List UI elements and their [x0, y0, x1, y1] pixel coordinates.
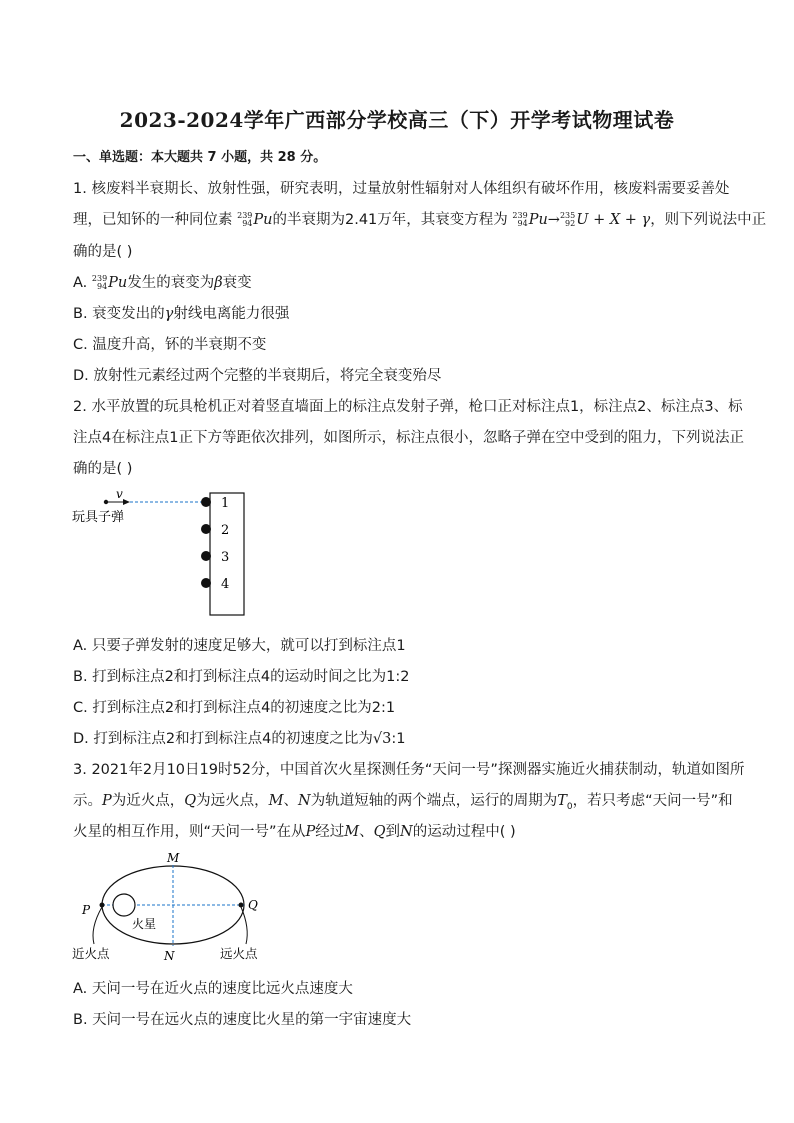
q3-option-b: B. 天问一号在远火点的速度比火星的第一宇宙速度大: [73, 1012, 412, 1028]
q3-line3: 火星的相互作用，则“天问一号”在从P经过M、Q到N的运动过程中( ): [73, 824, 516, 840]
aphelion-dot: [239, 903, 244, 908]
q1-option-a: A. 239 94 Pu发生的衰变为β衰变: [73, 274, 252, 291]
q3-line2: 示。P为近火点，Q为远火点，M、N为轨道短轴的两个端点，运行的周期为$T_0$，若只考虑“天问一号”和: [73, 793, 733, 812]
nuclide-pu-3: 239 94: [91, 274, 108, 291]
mark-label-4: 4: [221, 577, 230, 592]
q1-line2: [73, 208, 766, 229]
section-heading: 一、单选题：本大题共 7 小题，共 28 分。: [73, 150, 327, 165]
q1-line1: 1. 核废料半衰期长、放射性强，研究表明，过量放射性辐射对人体组织有破坏作用，核废料需要妥善处: [73, 181, 730, 197]
pu-symbol-2: Pu: [528, 212, 548, 228]
pu-symbol: Pu: [253, 212, 273, 228]
near-point-label: 近火点: [72, 946, 110, 961]
q1-line3: 确的是( ): [73, 244, 133, 260]
decay-arrow: →: [547, 212, 560, 228]
mark-point-1: [201, 497, 211, 507]
q1-line2-text-c: ，则下列说法中正: [650, 212, 767, 228]
far-point-leader: [241, 907, 247, 944]
mark-label-3: 3: [221, 550, 230, 565]
q1-option-b: B. 衰变发出的γ射线电离能力很强: [73, 306, 290, 322]
q2-option-b: B. 打到标注点2和打到标注点4的运动时间之比为1:2: [73, 669, 410, 685]
q2-option-c: C. 打到标注点2和打到标注点4的初速度之比为2:1: [73, 700, 396, 716]
toy-bullet-label: 玩具子弹: [72, 510, 125, 525]
velocity-arrowhead: [123, 499, 130, 505]
mark-point-2: [201, 524, 211, 534]
q3-orbit-figure: [68, 848, 278, 968]
q1-line2-text-a: 理，已知钚的一种同位素: [73, 212, 238, 228]
q2-line2: 注点4在标注点1正下方等距依次排列，如图所示，标注点很小，忽略子弹在空中受到的阻力，下列说法正: [73, 430, 744, 446]
far-point-label: 远火点: [220, 946, 258, 961]
nuclide-pu-2: 239 94: [512, 211, 528, 228]
mark-label-1: 1: [221, 496, 230, 511]
mark-point-4: [201, 578, 211, 588]
q2-option-a: A. 只要子弹发射的速度足够大，就可以打到标注点1: [73, 638, 406, 654]
q2-figure: [68, 485, 258, 620]
bullet-dot: [104, 500, 108, 504]
mars-label: 火星: [132, 917, 157, 931]
q1-option-c: C. 温度升高，钚的半衰期不变: [73, 337, 267, 353]
q3-option-a: A. 天问一号在近火点的速度比远火点速度大: [73, 981, 353, 997]
q2-option-d: D. 打到标注点2和打到标注点4的初速度之比为√3:1: [73, 731, 406, 747]
point-q-label: Q: [248, 898, 258, 912]
mark-point-3: [201, 551, 211, 561]
q2-line3: 确的是( ): [73, 461, 133, 477]
exam-title: 2023-2024学年广西部分学校高三（下）开学考试物理试卷: [119, 108, 675, 132]
point-p-label: P: [82, 903, 91, 917]
perihelion-dot: [100, 903, 105, 908]
q1-line2-text-b: 的半衰期为2.41万年，其衰变方程为: [272, 212, 513, 228]
q1-option-d: D. 放射性元素经过两个完整的半衰期后，将完全衰变殆尽: [73, 368, 442, 384]
mark-label-2: 2: [221, 523, 230, 538]
equation-rest: U + X + γ: [576, 212, 651, 228]
velocity-label: v: [116, 487, 123, 501]
point-n-label: N: [164, 949, 175, 963]
near-point-leader: [93, 907, 102, 944]
mars-planet: [113, 894, 135, 916]
q2-line1: 2. 水平放置的玩具枪机正对着竖直墙面上的标注点发射子弹，枪口正对标注点1，标注点2、标注点3、标: [73, 399, 743, 415]
q3-line1: 3. 2021年2月10日19时52分，中国首次火星探测任务“天问一号”探测器实施近火捕获制动，轨道如图所: [73, 762, 745, 778]
nuclide-pu: 239 94: [237, 211, 253, 228]
nuclide-u: 235 92: [559, 211, 576, 228]
point-m-label: M: [167, 851, 180, 865]
